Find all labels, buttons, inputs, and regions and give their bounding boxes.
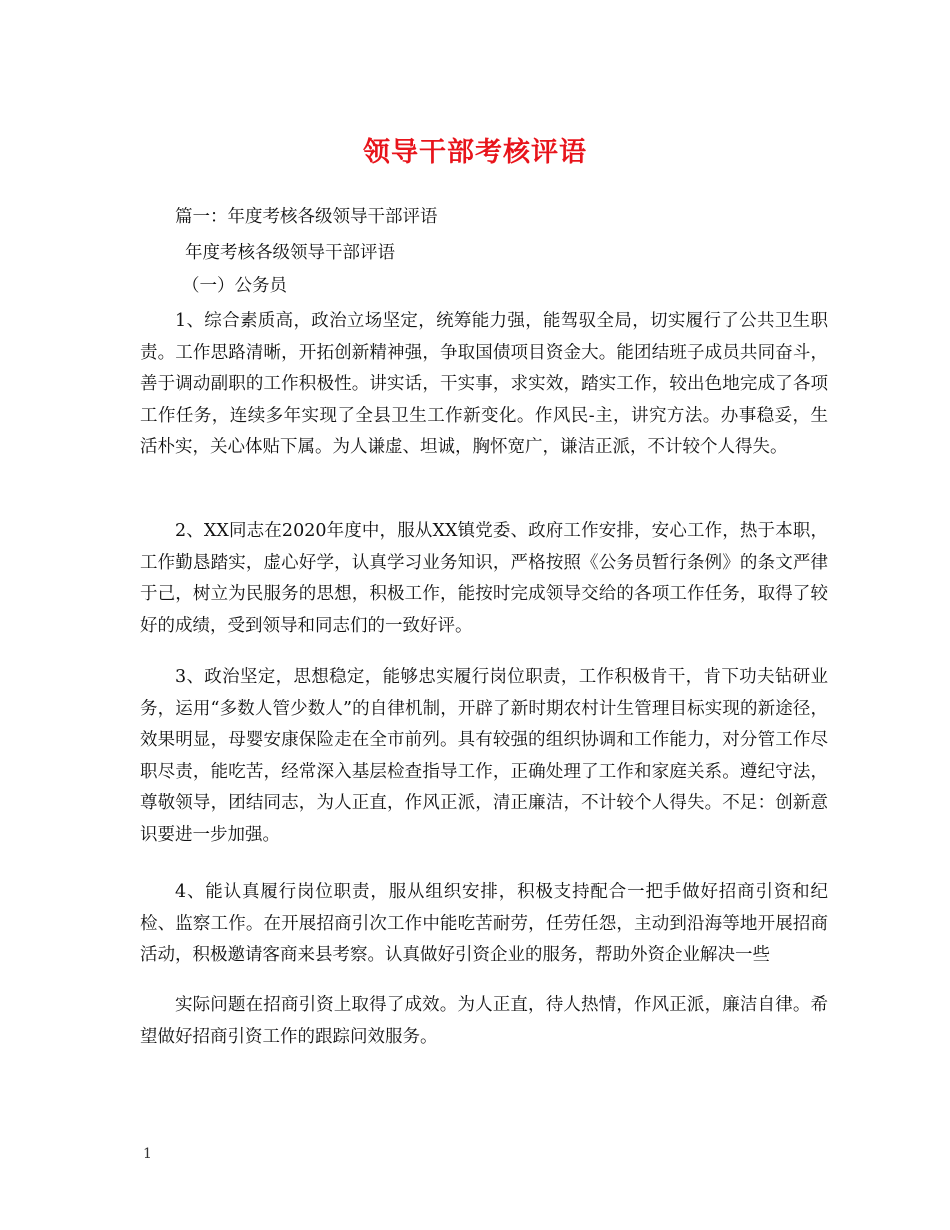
section-heading: 篇一：年度考核各级领导干部评语 (175, 207, 438, 227)
paragraph-4: 4、能认真履行岗位职责，服从组织安排，积极支持配合一把手做好招商引资和纪检、监察工作。在开展招商引次工作中能吃苦耐劳，任劳任怨，主动到沿海等地开展招商活动，积极邀请客商来县考察。认真做好引资企业的服务，帮助外资企业解决一些 (140, 882, 828, 966)
page-number: 1 (143, 1146, 152, 1162)
paragraph-3: 3、政治坚定，思想稳定，能够忠实履行岗位职责，工作积极肯干，肯下功夫钻研业务，运用“多数人管少数人”的自律机制，开辟了新时期农村计生管理目标实现的新途径，效果明显，母婴安康保险走在全市前列。具有较强的组织协调和工作能力，对分管工作尽职尽责，能吃苦，经常深入基层检查指导工作，正确处理了工作和家庭关系。遵纪守法，尊敬领导，团结同志，为人正直，作风正派，清正廉洁，不计较个人得失。不足：创新意识要进一步加强。 (140, 667, 828, 845)
paragraph-2: 2、XX同志在2020年度中，服从XX镇党委、政府工作安排，安心工作，热于本职，工作勤恳踏实，虚心好学，认真学习业务知识，严格按照《公务员暂行条例》的条文严律于己，树立为民服务的思想，积极工作，能按时完成领导交给的各项工作任务，取得了较好的成绩，受到领导和同志们的一致好评。 (140, 521, 828, 636)
paragraph-5: 实际问题在招商引资上取得了成效。为人正直，待人热情，作风正派，廉洁自律。希望做好招商引资工作的跟踪问效服务。 (140, 995, 828, 1047)
category-heading: （一）公务员 (182, 276, 287, 296)
document-title: 领导干部考核评语 (363, 137, 587, 168)
subsection-heading: 年度考核各级领导干部评语 (185, 243, 395, 263)
paragraph-1: 1、综合素质高，政治立场坚定，统筹能力强，能驾驭全局，切实履行了公共卫生职责。工作思路清晰，开拓创新精神强，争取国债项目资金大。能团结班子成员共同奋斗，善于调动副职的工作积极性。讲实话，干实事，求实效，踏实工作，较出色地完成了各项工作任务，连续多年实现了全县卫生工作新变化。作风民-主，讲究方法。办事稳妥，生活朴实，关心体贴下属。为人谦虚、坦诚，胸怀宽广，谦洁正派，不计较个人得失。 (140, 311, 828, 458)
